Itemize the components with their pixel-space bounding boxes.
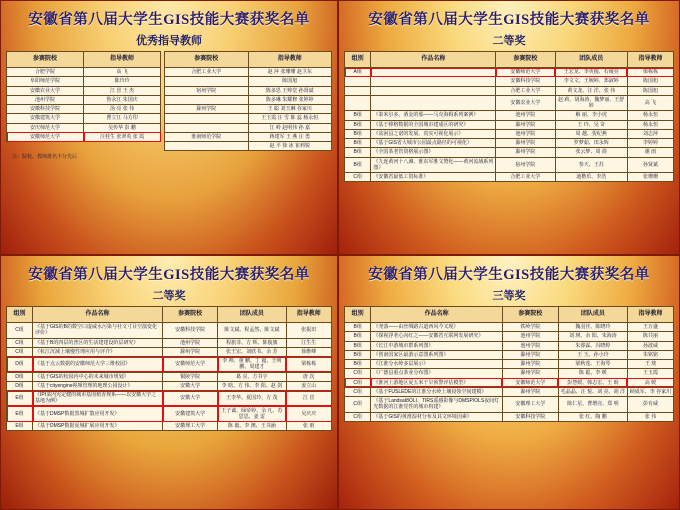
cell-c4: 陈共丽 xyxy=(627,332,673,341)
cell-c2: 宿州学院 xyxy=(496,157,555,173)
table-row xyxy=(7,357,332,373)
cell-c4: 梁栋栋 xyxy=(627,68,673,77)
cell-c4: 姜立山 xyxy=(286,381,332,390)
cell-c4: 梁栋栋 xyxy=(286,357,332,373)
cell-c3: 张云梦、周 倩 xyxy=(555,148,627,157)
table-row xyxy=(7,114,161,123)
cell-c2: 合肥工业大学 xyxy=(496,86,555,95)
cell-c0: B组 xyxy=(345,360,371,369)
cell-c1: 汪桂生 张翠英 张 霞 xyxy=(84,132,161,141)
table-row xyxy=(7,381,332,390)
cell-c3: 罗梦茹、田永辉 xyxy=(555,139,627,148)
cell-c4: 杨永恒 xyxy=(627,111,673,120)
cell-c1: 《IPI菜内宪定健的城市基围植香规系——以安徽大学之基地为例》 xyxy=(33,391,163,407)
cell-c3: 李 晗、方 伟、李 阳、赵 剑 xyxy=(218,381,286,390)
cell-c3: 黄文龙、汪 洋、张 伟 xyxy=(555,86,627,95)
panel2-subtitle: 二等奖 xyxy=(492,35,526,47)
cell-c0: 滁州学院 xyxy=(165,105,248,114)
cell-c0: B组 xyxy=(345,323,371,332)
cell-c4: 谢 雨 xyxy=(627,148,673,157)
table-row xyxy=(345,148,674,157)
cell-c0: E组 xyxy=(7,406,33,422)
cell-c4: 张 雨 xyxy=(286,422,332,431)
cell-c0 xyxy=(345,95,371,111)
cell-c4: 王玉霞 xyxy=(627,369,673,378)
table-header-row xyxy=(7,52,161,68)
cell-c3: 梁秋莲、王海琴 xyxy=(558,360,627,369)
cell-c4: 唐 次 xyxy=(286,372,332,381)
table-row xyxy=(7,422,332,431)
cell-c3: 王 玉、孙小玲 xyxy=(558,350,627,359)
col-school: 参赛院校 xyxy=(496,52,555,68)
cell-c2: 安徽科技学院 xyxy=(496,77,555,86)
table-row xyxy=(7,372,332,381)
cell-c3: 葛 亮、方书宇 xyxy=(218,372,286,381)
cell-c0: E组 xyxy=(7,391,33,407)
cell-c4: 徐维峰 xyxy=(286,347,332,356)
table-row xyxy=(7,68,161,77)
cell-c3: 参天、王苏 xyxy=(555,157,627,173)
table-header-row xyxy=(345,52,674,68)
table-row xyxy=(7,338,332,347)
table-row xyxy=(7,86,161,95)
cell-c1: 《泰米尔多、酒金的那——马克海姆系列案例》 xyxy=(371,111,496,120)
cell-c2: 池州学院 xyxy=(163,338,218,347)
cell-c1: 《基于B的四层的普区的生活建建设阶层研究》 xyxy=(33,338,163,347)
col-advisor: 指导教师 xyxy=(286,307,332,323)
table-row xyxy=(345,323,674,332)
cell-c0: C组 xyxy=(7,338,33,347)
panel2-banner: 安徽省第八届大学生GIS技能大赛获奖名单 xyxy=(368,12,650,28)
table-header-row xyxy=(165,52,332,68)
cell-c0: 淮南师范学院 xyxy=(165,132,248,141)
cell-c2: 铁岭学院 xyxy=(502,323,558,332)
table-row xyxy=(345,86,674,95)
cell-c1: 吴传华 彭 鹏 xyxy=(84,123,161,132)
cell-c1: 《基于棒格数据的全国城市建成区的研究》 xyxy=(371,120,496,129)
table-row xyxy=(7,347,332,356)
cell-c2: 滁州学院 xyxy=(502,360,558,369)
panel1-banner: 安徽省第八届大学生GIS技能大赛获奖名单 xyxy=(28,12,310,28)
col-advisor: 指导教师 xyxy=(627,52,673,68)
cell-c1: 《淮河上游地区夏五米干旱预警评估模型》 xyxy=(371,378,503,387)
col-school: 参赛院校 xyxy=(502,307,558,323)
cell-c1: 赵 萍 张珊珊 赵卫东 xyxy=(248,68,331,77)
panel4-subtitle: 三等奖 xyxy=(492,290,526,302)
cell-c0: 安徽科技学院 xyxy=(7,105,84,114)
cell-c1: 《安徽省最低工资标准》 xyxy=(371,173,496,182)
cell-c1: 《创南国家区最游示意图系列图》 xyxy=(371,350,503,359)
cell-c4: 张振田 xyxy=(286,323,332,339)
cell-c3: 张 红、陶 鹏 xyxy=(558,412,627,421)
cell-c0: C组 xyxy=(345,397,371,413)
cell-c0 xyxy=(345,86,371,95)
cell-c1: 《基于DMSP数据夏城扩展应用开发》 xyxy=(33,422,163,431)
cell-c4: 江生生 xyxy=(286,338,332,347)
cell-c1: 《基于Landsat8OLI、TIRS遥感影像与DMSP/OLS夜间灯光数据的江淮党性的城市构建》 xyxy=(371,397,503,413)
table-row xyxy=(165,105,332,114)
cell-c1: 《基于GIS省大城市公园最点路径的可视化》 xyxy=(371,139,496,148)
cell-c3: 刘 瑛、余 阳、朱海涛 xyxy=(558,332,627,341)
table-row xyxy=(165,142,332,151)
cell-c4: 吴庆庆 xyxy=(286,406,332,422)
cell-c2: 滁州学院 xyxy=(502,387,558,396)
table-row xyxy=(345,387,674,396)
cell-c3: 朱睿霖、冯晓婷 xyxy=(558,341,627,350)
cell-c1: 王 聪 刘玉琳 谷家川 xyxy=(248,105,331,114)
cell-c0 xyxy=(165,123,248,132)
table-row xyxy=(165,123,332,132)
cell-c1: 汤 亮 张 伟 xyxy=(84,105,161,114)
cell-c0 xyxy=(165,95,248,104)
panel3-subtitle: 二等奖 xyxy=(152,290,186,302)
cell-c1: 高 飞 xyxy=(84,68,161,77)
col-members: 团队成员 xyxy=(555,52,627,68)
cell-c3: 王宏龙、李英俊、石绫亮 xyxy=(555,68,627,77)
cell-c2: 滁州学院 xyxy=(502,369,558,378)
cell-c2: 滁州学院 xyxy=(496,139,555,148)
cell-c3: 陈 聪、李 媛 xyxy=(558,369,627,378)
table-row xyxy=(165,114,332,123)
panel-second-prize-a xyxy=(338,0,680,255)
panel-excellent-advisors xyxy=(0,0,338,255)
cell-c0: C组 xyxy=(345,378,371,387)
table-row xyxy=(345,173,674,182)
cell-c4: 孙贤斌 xyxy=(627,157,673,173)
second-prize-table-b xyxy=(6,306,332,431)
col-advisor: 指导教师 xyxy=(248,52,331,68)
panel1-subtitle: 优秀指导教师 xyxy=(136,35,202,47)
third-prize-table xyxy=(344,306,674,422)
cell-c3: 陈文斌、程孟然、陈文斌 xyxy=(218,323,286,339)
advisors-table-left xyxy=(6,51,161,142)
col-group: 组别 xyxy=(7,307,33,323)
table-row xyxy=(345,129,674,138)
cell-c2: 安徽建筑大学 xyxy=(163,406,218,422)
cell-c1: 《杭江沉减土壤慢性理应用与评介》 xyxy=(33,347,163,356)
cell-c2: 池州学院 xyxy=(496,129,555,138)
table-row xyxy=(7,406,332,422)
cell-c1 xyxy=(371,77,496,86)
col-work-title: 作品名称 xyxy=(371,52,496,68)
cell-c1: 曹立江 马方印 xyxy=(84,114,161,123)
table-header-row xyxy=(7,307,332,323)
advisors-table-right xyxy=(164,51,332,151)
cell-c4: 王万盛 xyxy=(627,323,673,332)
cell-c3: 解 丽、李小虎 xyxy=(555,111,627,120)
cell-c2: 池州学院 xyxy=(496,111,555,120)
cell-c0: B组 xyxy=(345,341,371,350)
table-row xyxy=(345,120,674,129)
cell-c0: B组 xyxy=(345,139,371,148)
cell-c1: 陈多思 王帅堂 孙贤斌 xyxy=(248,86,331,95)
cell-c0: D组 xyxy=(7,381,33,390)
table-row xyxy=(165,68,332,77)
cell-c4: 张珊珊 xyxy=(627,173,673,182)
cell-c1: 鲁永江 朱国庆 xyxy=(84,95,161,104)
cell-c1: 陈玲玲 xyxy=(84,77,161,86)
cell-c3: 赵 莉、胡海涛、魏梦丽、王舒婷 xyxy=(555,95,627,111)
cell-c3: 李 帅、童 鹏、丁 超、王明鹏、周建才 xyxy=(218,357,286,373)
cell-c2: 池州学院 xyxy=(502,332,558,341)
col-advisor: 指导教师 xyxy=(84,52,161,68)
cell-c4: 陈国旭 xyxy=(627,86,673,95)
col-advisor: 指导教师 xyxy=(627,307,673,323)
cell-c3: 张王宏、刘欣书、余 芳 xyxy=(218,347,286,356)
cell-c3: 王 玲、吴 奇 xyxy=(555,120,627,129)
cell-c4: 高 媛 xyxy=(627,378,673,387)
cell-c4: 彭有威 xyxy=(627,397,673,413)
cell-c2: 安徽科技学院 xyxy=(502,412,558,421)
cell-c0 xyxy=(165,142,248,151)
cell-c2: 滁州学院 xyxy=(496,148,555,157)
panel4-banner: 安徽省第八届大学生GIS技能大赛获奖名单 xyxy=(368,267,650,283)
cell-c4: 张 伟 xyxy=(627,412,673,421)
cell-c1: 《贫困县之诺的发展、真实可视化展示》 xyxy=(371,129,496,138)
cell-c4: 孙波威 xyxy=(627,341,673,350)
cell-c3: 王子诚、绿帝婷、余 凡、苏思思、姜 雷 xyxy=(218,406,286,422)
cell-c3: 周 越、贺纪燕 xyxy=(555,129,627,138)
table-row xyxy=(345,332,674,341)
cell-c2: 滁州学院 xyxy=(163,347,218,356)
col-group: 组别 xyxy=(345,52,371,68)
cell-c0: 合肥学院 xyxy=(7,68,84,77)
cell-c1: 江 冒 王 杰 xyxy=(84,86,161,95)
table-row xyxy=(345,378,674,387)
table-row xyxy=(345,157,674,173)
table-row xyxy=(345,77,674,86)
panel1-note: 注：院校、教师排名不分先后 xyxy=(12,154,78,161)
cell-c0: C组 xyxy=(345,369,371,378)
cell-c2: 安徽师范大学 xyxy=(496,68,555,77)
table-row xyxy=(345,412,674,421)
panel-second-prize-b xyxy=(0,255,338,510)
cell-c0: 阜阳师范学院 xyxy=(7,77,84,86)
cell-c2: 安徽师范大学 xyxy=(502,378,558,387)
cell-c1: 《探视浮老心向红之——安徽省互联网发展研究》 xyxy=(371,332,503,341)
table-row xyxy=(7,132,161,141)
table-row xyxy=(345,111,674,120)
cell-c2: 安徽大学 xyxy=(163,381,218,390)
cell-c4: 江 冒 xyxy=(286,391,332,407)
cell-c1: 《基于GIS的B的数空口虚威水污染与社文寸目空演变化评价》 xyxy=(33,323,163,339)
second-prize-table-a xyxy=(344,51,674,182)
cell-c0: C组 xyxy=(7,347,33,356)
table-row xyxy=(345,360,674,369)
col-school: 参赛院校 xyxy=(163,307,218,323)
cell-c1: 《广德县重点茶业分布图》 xyxy=(371,369,503,378)
cell-c4: 高 飞 xyxy=(627,95,673,111)
panel-third-prize xyxy=(338,255,680,510)
table-row xyxy=(345,139,674,148)
cell-c1: 《基于GIS的黄淮湿材分布及其文环境因素》 xyxy=(371,412,503,421)
cell-c2: 安徽理工大学 xyxy=(502,397,558,413)
table-row xyxy=(7,123,161,132)
cell-c3: 迪楷乐、李浩 xyxy=(555,173,627,182)
cell-c0: E组 xyxy=(7,422,33,431)
cell-c0: 合肥工业大学 xyxy=(165,68,248,77)
table-row xyxy=(165,132,332,141)
cell-c2: 安徽师范大学 xyxy=(163,357,218,373)
cell-c1: 《基于GIS的校园内中心的未来城市规划》 xyxy=(33,372,163,381)
cell-c3: 王李华、夏国玲、方 茂 xyxy=(218,391,286,407)
cell-c1 xyxy=(371,86,496,95)
col-group: 组别 xyxy=(345,307,371,323)
cell-c4: 李婷婷 xyxy=(627,139,673,148)
cell-c0: B组 xyxy=(345,148,371,157)
table-row xyxy=(345,350,674,359)
panel1-tables xyxy=(6,51,332,151)
cell-c1: 《尧落——由丝绸路古道西风今又现》 xyxy=(371,323,503,332)
cell-c2: 安徽理工大学 xyxy=(163,422,218,431)
cell-c0: 安庆师范大学 xyxy=(7,123,84,132)
cell-c0: B组 xyxy=(345,111,371,120)
cell-c0: C组 xyxy=(345,387,371,396)
table-row xyxy=(7,323,332,339)
cell-c1: 《江淮分水岭多层展示》 xyxy=(371,360,503,369)
table-row xyxy=(165,77,332,86)
cell-c2: 安徽科技学院 xyxy=(163,323,218,339)
cell-c0 xyxy=(165,114,248,123)
table-row xyxy=(7,77,161,86)
table-row xyxy=(345,68,674,77)
table-header-row xyxy=(345,307,674,323)
cell-c4: 王 琰 xyxy=(627,360,673,369)
cell-c0: C组 xyxy=(345,173,371,182)
cell-c2: 铜陵学院 xyxy=(163,372,218,381)
cell-c1: 赵 平 徐 冰 崔莉锐 xyxy=(248,142,331,151)
table-row xyxy=(345,397,674,413)
cell-c0 xyxy=(165,77,248,86)
cell-c1 xyxy=(371,68,496,77)
cell-c3: 陈仁星、曹增亮、郑 明 xyxy=(558,397,627,413)
cell-c4: 杨永恒 xyxy=(627,120,673,129)
col-members: 团队成员 xyxy=(218,307,286,323)
cell-c4: 顾成军、李 谷家川 xyxy=(627,387,673,396)
panel3-banner: 安徽省第八届大学生GIS技能大赛获奖名单 xyxy=(28,267,310,283)
cell-c0: C组 xyxy=(345,412,371,421)
cell-c1: 陈国旭 xyxy=(248,77,331,86)
cell-c3: 魏羽佳、陈晓玲 xyxy=(558,323,627,332)
cell-c0 xyxy=(345,77,371,86)
col-school: 参赛院校 xyxy=(165,52,248,68)
cell-c0: B组 xyxy=(345,120,371,129)
col-school: 参赛院校 xyxy=(7,52,84,68)
cell-c1: 陈多琳 朱耀修 张婷婷 xyxy=(248,95,331,104)
table-row xyxy=(345,369,674,378)
cell-c0: D组 xyxy=(7,372,33,381)
cell-c2: 安徽大学 xyxy=(163,391,218,407)
cell-c4: 刘志萍 xyxy=(627,129,673,138)
cell-c0: 安徽农业大学 xyxy=(7,86,84,95)
cell-c0: 宿州学院 xyxy=(165,86,248,95)
table-row xyxy=(345,95,674,111)
cell-c0: D组 xyxy=(7,357,33,373)
cell-c1: 江 岭 赵明伟 孙 嘉 xyxy=(248,123,331,132)
cell-c0: B组 xyxy=(345,129,371,138)
cell-c0: 安徽师范大学 xyxy=(7,132,84,141)
cell-c0: B组 xyxy=(345,157,371,173)
cell-c1: 《全国茶老管资格展示图》 xyxy=(371,148,496,157)
cell-c2: 滁州学院 xyxy=(496,120,555,129)
col-work-title: 作品名称 xyxy=(33,307,163,323)
cell-c0: B组 xyxy=(345,350,371,359)
cell-c3: 毛晶晶、汪 悦、刘 亮、胡 洋 xyxy=(558,387,627,396)
cell-c1: 蒋建军 王 燕 汪 勇 xyxy=(248,132,331,141)
cell-c2: 滁州学院 xyxy=(502,350,558,359)
cell-c0: A组 xyxy=(345,68,371,77)
col-work-title: 作品名称 xyxy=(371,307,503,323)
cell-c3: 彭慧媛、韩志宏、王 盼 xyxy=(558,378,627,387)
cell-c1: 《九连黄河十八滩、淮东军胜文赞化——黄河流域系列图》 xyxy=(371,157,496,173)
table-row xyxy=(7,95,161,104)
cell-c0: C组 xyxy=(7,323,33,339)
table-row xyxy=(165,95,332,104)
cell-c1: 王玉霞 汪 雪 陈 蕊 杨永恒 xyxy=(248,114,331,123)
cell-c1: 《基于FUSLEDE的江淮分水岭土壤侵蚀空间建模》 xyxy=(371,387,503,396)
cell-c1: 《基于点云数据的安徽师范大学三维校园》 xyxy=(33,357,163,373)
table-row xyxy=(165,86,332,95)
cell-c3: 程旅菲、方 辉、陈俊旗 xyxy=(218,338,286,347)
cell-c1 xyxy=(371,95,496,111)
cell-c4: 陈国旭 xyxy=(627,77,673,86)
cell-c3: 陈 毅、李 澳、王书涵 xyxy=(218,422,286,431)
table-row xyxy=(345,341,674,350)
cell-c2: 合肥工业大学 xyxy=(496,173,555,182)
table-row xyxy=(7,391,332,407)
cell-c1: 《基于cityengine视频管理的地理公园设计》 xyxy=(33,381,163,390)
cell-c2: 安徽农业大学 xyxy=(496,95,555,111)
cell-c4: 朱铭铭 xyxy=(627,350,673,359)
cell-c0: 池州学院 xyxy=(7,95,84,104)
cell-c0: 安徽建筑大学 xyxy=(7,114,84,123)
cell-c3: 李文文、王婉婷、郑淑婷 xyxy=(555,77,627,86)
table-row xyxy=(7,105,161,114)
cell-c1: 《长江中游城市群系列图》 xyxy=(371,341,503,350)
col-members: 团队成员 xyxy=(558,307,627,323)
cell-c0: B组 xyxy=(345,332,371,341)
cell-c2: 池州学院 xyxy=(502,341,558,350)
cell-c1: 《基于DMSP数据黑城扩散应用开发》 xyxy=(33,406,163,422)
